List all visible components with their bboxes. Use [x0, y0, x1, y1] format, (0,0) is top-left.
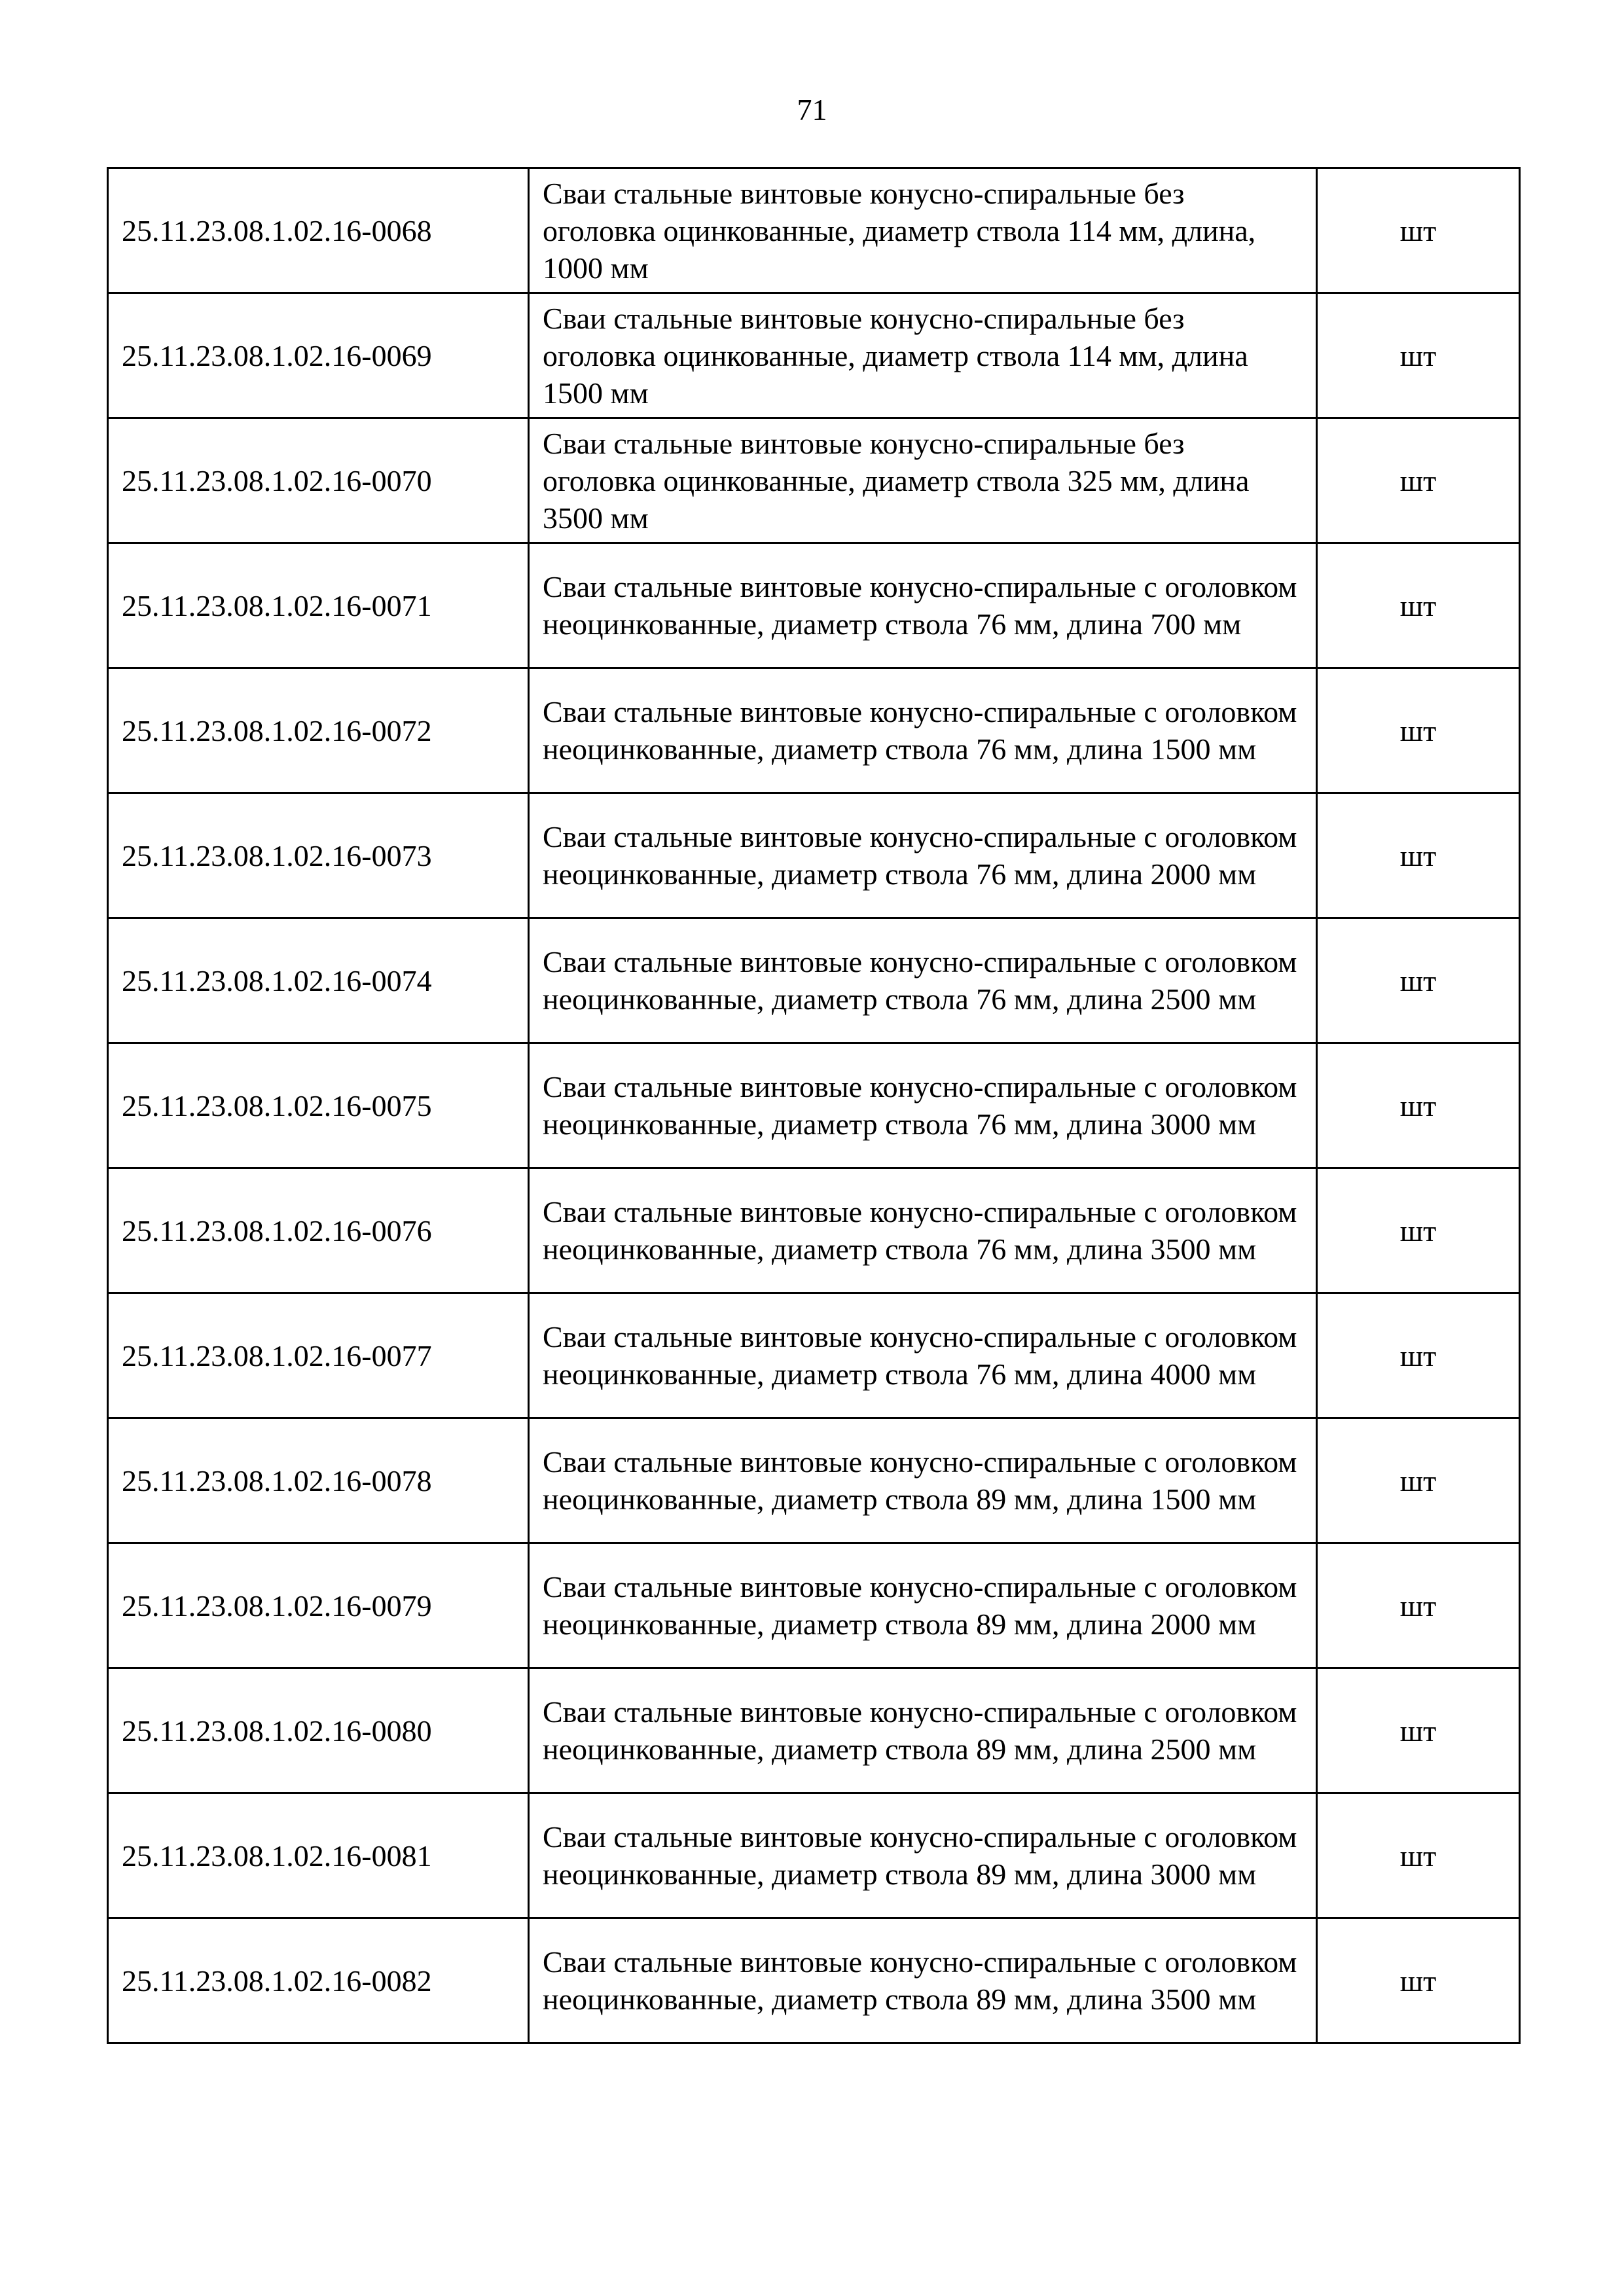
resource-code-cell: 25.11.23.08.1.02.16-0081	[108, 1793, 529, 1918]
resource-code-cell: 25.11.23.08.1.02.16-0077	[108, 1293, 529, 1418]
description-cell: Сваи стальные винтовые конусно-спиральные с оголовком неоцинкованные, диаметр ствола 76 мм, длина 2500 мм	[529, 918, 1317, 1043]
unit-cell: шт	[1317, 418, 1520, 543]
table-row	[108, 1668, 1520, 1793]
table-row	[108, 793, 1520, 918]
resource-code-cell: 25.11.23.08.1.02.16-0080	[108, 1668, 529, 1793]
description-cell: Сваи стальные винтовые конусно-спиральные с оголовком неоцинкованные, диаметр ствола 76 мм, длина 1500 мм	[529, 668, 1317, 793]
resource-code-cell: 25.11.23.08.1.02.16-0082	[108, 1918, 529, 2043]
description-cell: Сваи стальные винтовые конусно-спиральные без оголовка оцинкованные, диаметр ствола 114 мм, длина, 1000 мм	[529, 168, 1317, 293]
description-cell: Сваи стальные винтовые конусно-спиральные с оголовком неоцинкованные, диаметр ствола 76 мм, длина 3500 мм	[529, 1168, 1317, 1293]
table-row	[108, 1418, 1520, 1543]
resource-code-cell: 25.11.23.08.1.02.16-0070	[108, 418, 529, 543]
unit-cell: шт	[1317, 543, 1520, 668]
table-row	[108, 543, 1520, 668]
unit-cell: шт	[1317, 293, 1520, 418]
unit-cell: шт	[1317, 1918, 1520, 2043]
items-table-container	[107, 167, 1519, 2044]
resource-code-cell: 25.11.23.08.1.02.16-0068	[108, 168, 529, 293]
table-row	[108, 1168, 1520, 1293]
unit-cell: шт	[1317, 793, 1520, 918]
resource-code-cell: 25.11.23.08.1.02.16-0079	[108, 1543, 529, 1668]
resource-code-cell: 25.11.23.08.1.02.16-0075	[108, 1043, 529, 1168]
unit-cell: шт	[1317, 1793, 1520, 1918]
table-row	[108, 1543, 1520, 1668]
resource-code-cell: 25.11.23.08.1.02.16-0078	[108, 1418, 529, 1543]
table-row	[108, 668, 1520, 793]
description-cell: Сваи стальные винтовые конусно-спиральные без оголовка оцинкованные, диаметр ствола 325 мм, длина 3500 мм	[529, 418, 1317, 543]
items-table-body	[108, 168, 1520, 2043]
description-cell: Сваи стальные винтовые конусно-спиральные с оголовком неоцинкованные, диаметр ствола 76 мм, длина 4000 мм	[529, 1293, 1317, 1418]
unit-cell: шт	[1317, 1418, 1520, 1543]
description-cell: Сваи стальные винтовые конусно-спиральные с оголовком неоцинкованные, диаметр ствола 89 мм, длина 1500 мм	[529, 1418, 1317, 1543]
unit-cell: шт	[1317, 168, 1520, 293]
resource-code-cell: 25.11.23.08.1.02.16-0074	[108, 918, 529, 1043]
table-row	[108, 1918, 1520, 2043]
table-row	[108, 418, 1520, 543]
items-table	[107, 167, 1521, 2044]
description-cell: Сваи стальные винтовые конусно-спиральные с оголовком неоцинкованные, диаметр ствола 89 мм, длина 3000 мм	[529, 1793, 1317, 1918]
unit-cell: шт	[1317, 1668, 1520, 1793]
table-row	[108, 918, 1520, 1043]
resource-code-cell: 25.11.23.08.1.02.16-0072	[108, 668, 529, 793]
resource-code-cell: 25.11.23.08.1.02.16-0076	[108, 1168, 529, 1293]
unit-cell: шт	[1317, 668, 1520, 793]
description-cell: Сваи стальные винтовые конусно-спиральные с оголовком неоцинкованные, диаметр ствола 76 мм, длина 3000 мм	[529, 1043, 1317, 1168]
description-cell: Сваи стальные винтовые конусно-спиральные с оголовком неоцинкованные, диаметр ствола 89 мм, длина 2000 мм	[529, 1543, 1317, 1668]
resource-code-cell: 25.11.23.08.1.02.16-0069	[108, 293, 529, 418]
table-row	[108, 168, 1520, 293]
unit-cell: шт	[1317, 1293, 1520, 1418]
table-row	[108, 293, 1520, 418]
resource-code-cell: 25.11.23.08.1.02.16-0073	[108, 793, 529, 918]
unit-cell: шт	[1317, 1043, 1520, 1168]
unit-cell: шт	[1317, 1543, 1520, 1668]
page-number: 71	[797, 93, 827, 126]
unit-cell: шт	[1317, 1168, 1520, 1293]
description-cell: Сваи стальные винтовые конусно-спиральные с оголовком неоцинкованные, диаметр ствола 76 мм, длина 700 мм	[529, 543, 1317, 668]
description-cell: Сваи стальные винтовые конусно-спиральные с оголовком неоцинкованные, диаметр ствола 89 мм, длина 3500 мм	[529, 1918, 1317, 2043]
table-row	[108, 1793, 1520, 1918]
description-cell: Сваи стальные винтовые конусно-спиральные с оголовком неоцинкованные, диаметр ствола 76 мм, длина 2000 мм	[529, 793, 1317, 918]
resource-code-cell: 25.11.23.08.1.02.16-0071	[108, 543, 529, 668]
description-cell: Сваи стальные винтовые конусно-спиральные с оголовком неоцинкованные, диаметр ствола 89 мм, длина 2500 мм	[529, 1668, 1317, 1793]
description-cell: Сваи стальные винтовые конусно-спиральные без оголовка оцинкованные, диаметр ствола 114 мм, длина 1500 мм	[529, 293, 1317, 418]
table-row	[108, 1293, 1520, 1418]
unit-cell: шт	[1317, 918, 1520, 1043]
table-row	[108, 1043, 1520, 1168]
